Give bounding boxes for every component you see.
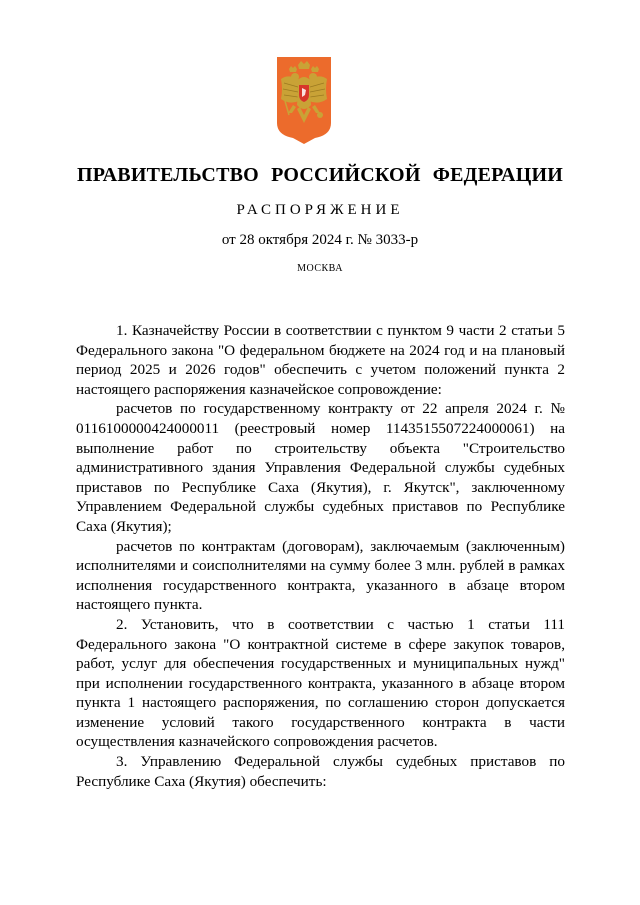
paragraph-3: 3. Управлению Федеральной службы судебных приставов по Республике Саха (Якутия) обеспечить: <box>76 753 565 790</box>
paragraph-1-subitem-1: расчетов по государственному контракту от 22 апреля 2024 г. № 0116100000424000011 (реестровый номер 1143515507224000061) на выполнение работ по строительству объекта "Строительство административного здания Управления Федеральной службы судебных приставов по Республике Саха (Якутия), г. Якутск", заключенному Управлением Федеральной службы судебных приставов по Республике Саха (Якутия); <box>76 400 565 535</box>
document-body <box>76 321 565 791</box>
document-date-number: от 28 октября 2024 г. № 3033-р <box>221 232 419 248</box>
document-city: МОСКВА <box>297 263 343 274</box>
document-type: РАСПОРЯЖЕНИЕ <box>236 202 404 218</box>
paragraph-1: 1. Казначейству России в соответствии с пунктом 9 части 2 статьи 5 Федерального закона "О федеральном бюджете на 2024 год и на плановый период 2025 и 2026 годов" обеспечить с учетом положений пункта 2 настоящего распоряжения казначейское сопровождение: <box>76 322 565 398</box>
government-title: ПРАВИТЕЛЬСТВО РОССИЙСКОЙ ФЕДЕРАЦИИ <box>77 164 563 186</box>
coat-of-arms-icon <box>275 55 333 145</box>
paragraph-1-subitem-2: расчетов по контрактам (договорам), заключаемым (заключенным) исполнителями и соисполнителями на сумму более 3 млн. рублей в рамках исполнения государственного контракта, указанного в абзаце втором настоящего пункта. <box>76 537 565 614</box>
paragraph-2: 2. Установить, что в соответствии с частью 1 статьи 111 Федерального закона "О контрактной системе в сфере закупок товаров, работ, услуг для обеспечения государственных и муниципальных нужд" при исполнении государственного контракта, указанного в абзаце втором пункта 1 настоящего распоряжения, по соглашению сторон допускается изменение условий такого государственного контракта в части осуществления казначейского сопровождения расчетов. <box>76 615 565 751</box>
